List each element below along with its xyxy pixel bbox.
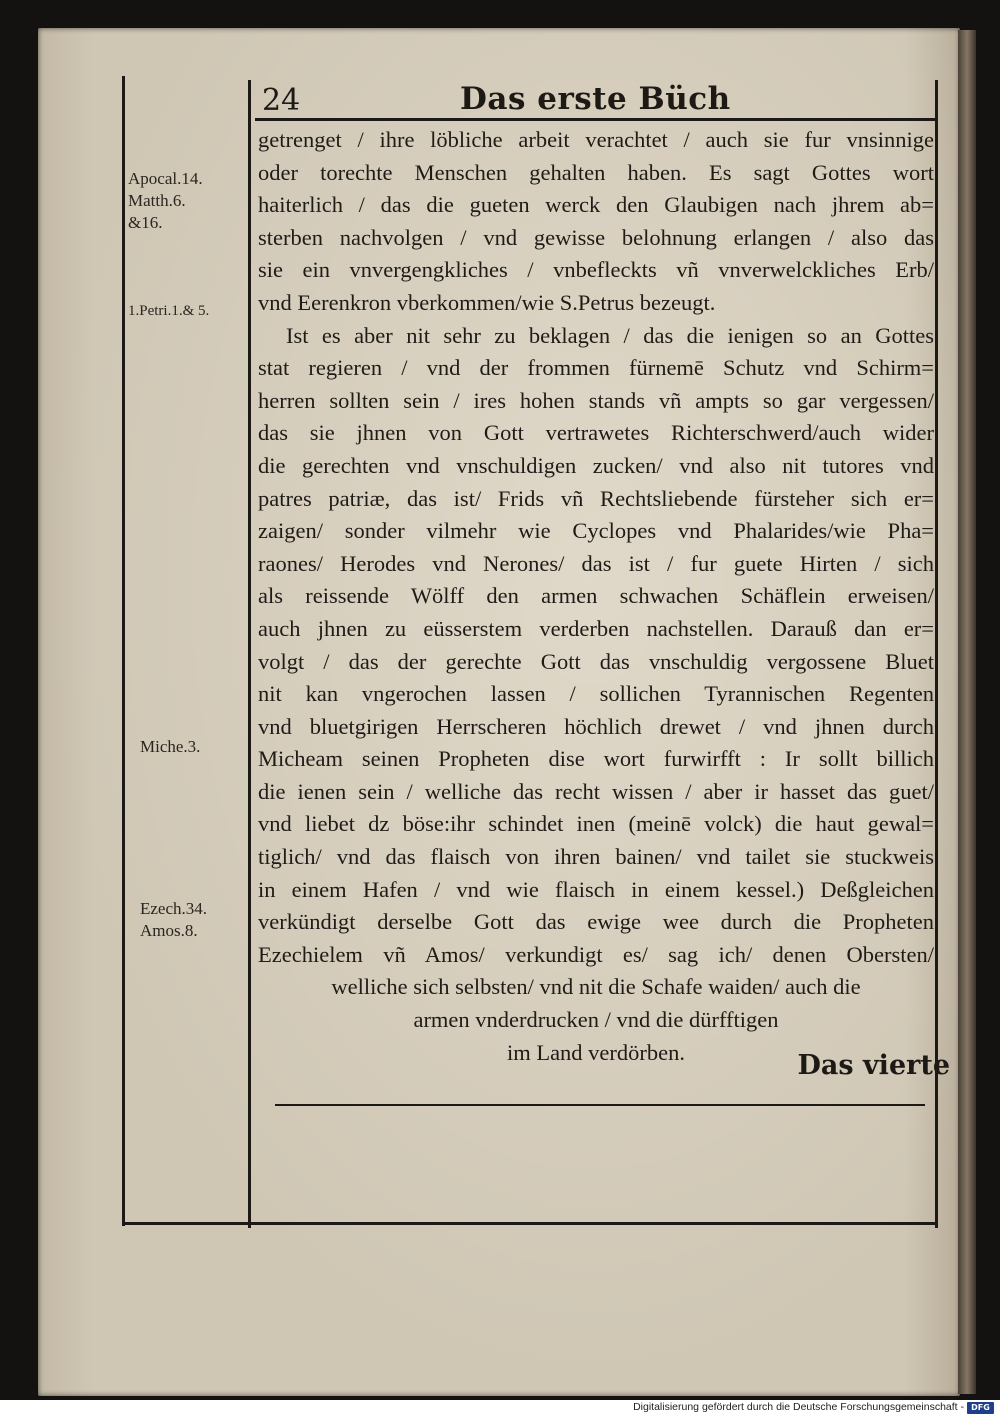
text-line: patres patriæ, das ist/ Frids vñ Rechtsliebende fürsteher sich er= <box>258 485 934 511</box>
margin-note: Ezech.34. <box>140 899 208 918</box>
text-line: Ezechielem vñ Amos/ verkundigt es/ sag ich/ denen Obersten/ <box>258 941 934 967</box>
footer-rule <box>275 1104 925 1106</box>
outer-margin-rule <box>122 76 125 1226</box>
text-line: tiglich/ vnd das flaisch von ihren bainen/ vnd tailet sie stuckweis <box>258 844 934 870</box>
text-line: oder torechte Menschen gehalten haben. Es sagt Gottes wort <box>258 159 934 185</box>
text-line: sie ein vnvergengkliches / vnbefleckts vñ vnverwelckliches Erb/ <box>258 257 934 283</box>
margin-note: Miche.3. <box>140 737 201 756</box>
body-text <box>258 124 934 1069</box>
text-line: welliche sich selbsten/ vnd nit die Schafe waiden/ auch die <box>331 974 861 1000</box>
inner-margin-rule <box>248 80 251 1228</box>
text-line: getrenget / ihre löbliche arbeit verachtet / auch sie fur vnsinnige <box>258 127 934 152</box>
text-line: armen vnderdrucken / vnd die dürfftigen <box>413 1007 779 1033</box>
text-line: zaigen/ sonder vilmehr wie Cyclopes vnd Phalarides/wie Pha= <box>258 518 934 544</box>
text-line: in einem Hafen / vnd wie flaisch in einem kessel.) Deßgleichen <box>258 876 934 902</box>
header-rule <box>255 118 938 121</box>
text-line: im Land verdörben. <box>506 1039 686 1065</box>
margin-note: Apocal.14. <box>128 169 203 188</box>
text-line: vnd Eerenkron vberkommen/wie S.Petrus bezeugt. <box>258 289 716 315</box>
text-line: die gerechten vnd vnschuldigen zucken/ vnd also nit tutores vnd <box>258 452 934 478</box>
dfg-logo-icon: DFG <box>967 1402 994 1414</box>
text-line: herren sollten sein / ires hohen stands vñ ampts so gar vergessen/ <box>258 387 934 413</box>
running-head: Das erste Büch <box>460 81 731 117</box>
text-line: Micheam seinen Propheten dise wort furwirfft : Ir sollt billich <box>258 746 934 772</box>
text-line: vnd liebet dz böse:ihr schindet inen (meinē volck) die haut gewal= <box>258 811 934 837</box>
text-line: haiterlich / das die gueten werck den Glaubigen nach jhrem ab= <box>258 192 934 218</box>
bottom-frame-rule <box>125 1222 938 1225</box>
text-line: volgt / das der gerechte Gott das vnschuldig vergossene Bluet <box>258 648 934 674</box>
catchword: Das vierte <box>797 1050 950 1081</box>
text-line: das sie jhnen von Gott vertrawetes Richterschwerd/auch wider <box>258 420 934 446</box>
margin-note: Matth.6. <box>128 191 186 210</box>
text-line: als reissende Wölff den armen schwachen Schäflein erweisen/ <box>258 583 934 609</box>
text-line: die ienen sein / welliche das recht wissen / aber ir hasset das guet/ <box>258 778 934 804</box>
margin-note: Amos.8. <box>140 921 198 940</box>
margin-note: &16. <box>128 213 163 232</box>
book-spine-edge <box>958 30 976 1394</box>
margin-note: 1.Petri.1.& 5. <box>128 303 210 319</box>
text-line: auch jhnen zu eüsserstem verderben nachstellen. Darauß dan er= <box>258 615 934 641</box>
text-line: Ist es aber nit sehr zu beklagen / das die ienigen so an Gottes <box>286 322 934 348</box>
text-line: raones/ Herodes vnd Nerones/ das ist / fur guete Hirten / sich <box>258 550 934 576</box>
text-line: nit kan vngerochen lassen / sollichen Tyrannischen Regenten <box>258 681 934 707</box>
text-line: sterben nachvolgen / vnd gewisse belohnung erlangen / also das <box>258 224 934 250</box>
digitization-footer <box>0 1400 1000 1417</box>
text-line: stat regieren / vnd der frommen fürnemē Schutz vnd Schirm= <box>258 355 934 381</box>
text-line: vnd bluetgirigen Herrscheren höchlich drewet / vnd jhnen durch <box>258 713 934 739</box>
page-number: 24 <box>262 83 301 118</box>
funding-credit: Digitalisierung gefördert durch die Deutsche Forschungsgemeinschaft - <box>633 1401 964 1413</box>
text-line: verkündigt derselbe Gott das ewige wee durch die Propheten <box>258 909 934 935</box>
